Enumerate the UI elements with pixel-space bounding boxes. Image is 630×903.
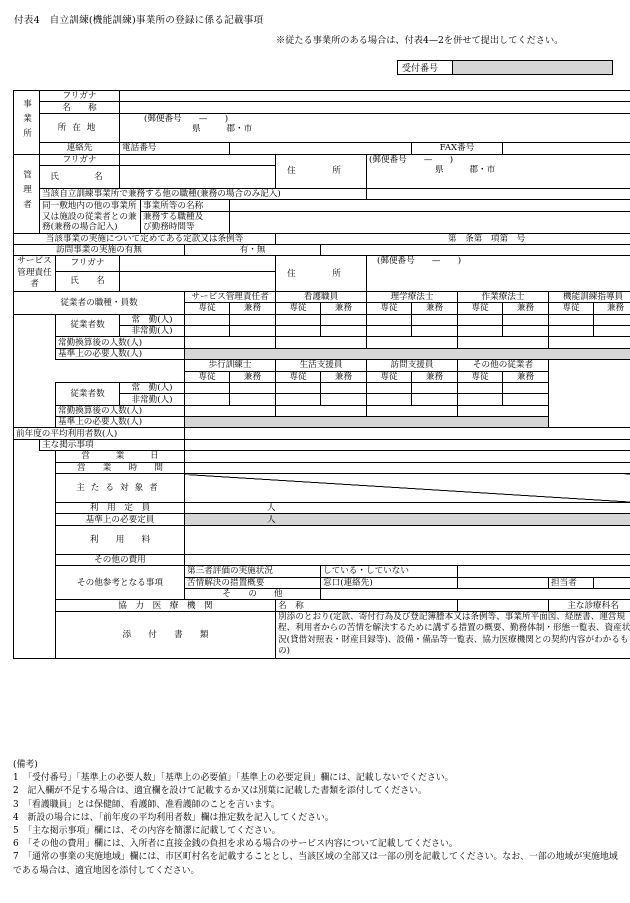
cell[interactable] xyxy=(185,314,230,325)
kenmu-header: 兼務 xyxy=(412,371,458,382)
kenmu-header: 兼務 xyxy=(321,303,367,314)
cell[interactable] xyxy=(276,314,321,325)
role2-header-0: 歩行訓練士 xyxy=(185,360,276,371)
others-label: そ の 他 xyxy=(185,589,321,600)
third-party-value[interactable]: している・していない xyxy=(321,566,458,577)
rules-label: 当該事業の実施について定めてある定款又は条例等 xyxy=(14,233,276,244)
rules-value[interactable]: 第 条第 項第 号 xyxy=(276,233,630,244)
converted-label: 常勤換算後の人数(人) xyxy=(56,337,185,348)
cell[interactable] xyxy=(230,382,276,393)
cell[interactable] xyxy=(321,325,367,336)
visit-label: 訪問事業の実施の有無 xyxy=(14,244,185,255)
avg-users-field[interactable] xyxy=(185,428,630,439)
office-phone-field[interactable] xyxy=(230,143,412,154)
role-header-3: 作業療法士 xyxy=(458,291,549,302)
window-label: 窓口(連絡先) xyxy=(321,577,458,588)
senju-header: 専従 xyxy=(458,303,503,314)
remark-item: 3 「看護職員」とは保健師、看護師、准看護師のことを言います。 xyxy=(13,799,280,810)
cell[interactable] xyxy=(367,382,412,393)
cell[interactable] xyxy=(458,394,503,405)
role-header-0: サービス管理責任者 xyxy=(185,291,276,302)
submission-note: ※従たる事業所のある場合は、付表4—2を併せて提出してください。 xyxy=(276,35,564,46)
cell[interactable] xyxy=(367,394,412,405)
manager-furigana-field[interactable] xyxy=(120,154,276,165)
remarks-heading: (備考) xyxy=(13,760,38,770)
complaint-label: 苦情解決の措置概要 xyxy=(185,577,321,588)
cell[interactable] xyxy=(185,394,230,405)
office-name-field[interactable] xyxy=(120,102,630,113)
cell[interactable] xyxy=(458,325,503,336)
office-postal[interactable]: (郵便番号 — ) xyxy=(120,113,630,124)
senju-header: 専従 xyxy=(458,371,503,382)
cell[interactable] xyxy=(412,325,458,336)
receipt-number-box xyxy=(397,60,613,75)
service-manager-name-field[interactable] xyxy=(120,271,276,291)
service-manager-furigana-field[interactable] xyxy=(120,256,276,271)
attachment-text: 別添のとおり(定款、寄付行為及び登記簿謄本又は条例等、事業所平面図、経歴書、運営規程、利用者からの苦情を解決するために講ずる措置の概要、勤務体制・形態一覧表、資産状況(貸借対照表・財産目録等)、設備・備品等一覧表、協力医療機関との契約内容がわかるもの) xyxy=(276,611,630,658)
office-contact-label: 連絡先 xyxy=(40,143,120,154)
notice-field[interactable] xyxy=(185,439,630,450)
office-address-label: 所在地 xyxy=(40,113,120,142)
form-title: 付表4 自立訓練(機能訓練)事業所の登録に係る記載事項 xyxy=(14,15,264,26)
cell[interactable] xyxy=(458,314,503,325)
office-name-label: 名 称 xyxy=(40,102,120,113)
cooperation-dept-label: 主な診療科名 xyxy=(549,600,630,611)
cooperation-name-label: 名 称 xyxy=(276,600,458,611)
remark-item: 2 記入欄が不足する場合は、適宜欄を設けて記載するか又は別葉に記載した書類を添付してください。 xyxy=(13,786,427,797)
senju-header: 専従 xyxy=(549,303,594,314)
parttime2-label: 非常勤(人) xyxy=(120,394,185,405)
cell[interactable] xyxy=(458,405,549,416)
cell[interactable] xyxy=(276,405,367,416)
staff2-blank xyxy=(14,360,185,383)
converted2-label: 常勤換算後の人数(人) xyxy=(56,405,185,416)
cell[interactable] xyxy=(276,382,321,393)
manager-name-label: 氏 名 xyxy=(40,165,120,188)
cooperation-name-field[interactable] xyxy=(458,600,549,611)
role2-header-3: その他の従業者 xyxy=(458,360,549,371)
cell[interactable] xyxy=(230,394,276,405)
role2-header-1: 生活支援員 xyxy=(276,360,367,371)
role-header-1: 看護職員 xyxy=(276,291,367,302)
senju-header: 専従 xyxy=(276,371,321,382)
cell[interactable] xyxy=(594,314,630,325)
cell[interactable] xyxy=(276,337,367,348)
service-manager-address-label: 住 所 xyxy=(276,256,367,292)
staff2-indent xyxy=(14,382,56,428)
cell[interactable] xyxy=(503,314,549,325)
required2-shaded xyxy=(185,417,549,428)
cell[interactable] xyxy=(503,325,549,336)
service-manager-name-label: 氏 名 xyxy=(56,271,120,291)
fee-field[interactable] xyxy=(185,525,630,554)
cell[interactable] xyxy=(412,394,458,405)
fulltime2-label: 常 勤(人) xyxy=(120,382,185,393)
cell[interactable] xyxy=(230,314,276,325)
cell[interactable] xyxy=(276,325,321,336)
manager-section-label: 管理者 xyxy=(14,154,40,233)
attachment-label: 添 付 書 類 xyxy=(56,611,276,658)
cell[interactable] xyxy=(367,325,412,336)
remark-item: 1 「受付番号」「基準上の必要人数」「基準上の必要値」「基準上の必要定員」欄には、記載しないでください。 xyxy=(13,773,454,784)
required-label: 基準上の必要人数(人) xyxy=(56,348,185,359)
remark-item: 6 「その他の費用」欄には、入所者に直接金銭の負担を求める場合のサービス内容について記載してください。 xyxy=(13,839,458,850)
staff2-right-blank xyxy=(549,360,630,428)
role-header-2: 理学療法士 xyxy=(367,291,458,302)
target-field[interactable] xyxy=(185,474,630,503)
senju-header: 専従 xyxy=(367,371,412,382)
office-fax-field[interactable] xyxy=(503,143,630,154)
cell[interactable] xyxy=(276,394,321,405)
cell[interactable] xyxy=(503,394,549,405)
business-hours-field[interactable] xyxy=(185,462,630,473)
third-party-blank xyxy=(458,566,630,577)
office-fax-label: FAX番号 xyxy=(412,143,503,154)
cell[interactable] xyxy=(458,382,503,393)
kenmu-header: 兼務 xyxy=(594,303,630,314)
office-section-label: 事業所 xyxy=(14,91,40,155)
staff2-count-label: 従業者数 xyxy=(56,382,120,405)
remark-item: 5 「主な掲示事項」欄には、その内容を簡潔に記載してください。 xyxy=(13,826,281,837)
cell[interactable] xyxy=(549,325,594,336)
fee-label: 利 用 料 xyxy=(56,525,185,554)
office-furigana-field[interactable] xyxy=(120,91,630,102)
cell[interactable] xyxy=(185,337,276,348)
senju-header: 専従 xyxy=(276,303,321,314)
office-phone-label: 電話番号 xyxy=(120,143,230,154)
role2-header-2: 訪問支援員 xyxy=(367,360,458,371)
window-field[interactable] xyxy=(458,577,549,588)
manager-name-field[interactable] xyxy=(120,165,276,188)
service-manager-furigana-label: フリガナ xyxy=(56,256,120,271)
manager-other-office-l1: 同一敷地内の他の事業所 xyxy=(40,200,141,211)
person-label: 担当者 xyxy=(549,577,594,588)
manager-office-name-label: 事業所等の名称 xyxy=(141,200,230,211)
manager-dual-post-label: 当該自立訓練事業所で兼務する他の職種(兼務の場合のみ記入) xyxy=(40,188,367,199)
senju-header: 専従 xyxy=(367,303,412,314)
notice-indent2 xyxy=(40,451,56,659)
third-party-label: 第三者評価の実施状況 xyxy=(185,566,321,577)
person-field[interactable] xyxy=(594,577,630,588)
receipt-label: 受付番号 xyxy=(398,61,453,75)
cooperation-label: 協 力 医 療 機 関 xyxy=(56,600,276,611)
manager-postal[interactable]: (郵便番号 — ) xyxy=(367,154,630,165)
required2-label: 基準上の必要人数(人) xyxy=(56,417,185,428)
remarks xyxy=(13,759,619,878)
parttime-label: 非常勤(人) xyxy=(120,325,185,336)
notice-label: 主な掲示事項 xyxy=(40,439,185,450)
registration-form xyxy=(13,90,630,659)
target-label: 主たる対象者 xyxy=(56,474,185,503)
cell[interactable] xyxy=(549,337,630,348)
business-days-field[interactable] xyxy=(185,451,630,462)
manager-dual-role-field[interactable] xyxy=(230,211,630,233)
visit-blank xyxy=(321,244,630,255)
cell[interactable] xyxy=(367,314,412,325)
cell[interactable] xyxy=(367,337,458,348)
manager-dual-post-field[interactable] xyxy=(367,188,630,199)
cell[interactable] xyxy=(412,314,458,325)
business-hours-label: 営 業 時 間 xyxy=(56,462,185,473)
kenmu-header: 兼務 xyxy=(503,303,549,314)
cell[interactable] xyxy=(230,325,276,336)
cell[interactable] xyxy=(185,382,230,393)
manager-office-name-field[interactable] xyxy=(230,200,630,211)
cell[interactable] xyxy=(594,325,630,336)
manager-other-office-l2: 又は施設の従業者との兼 xyxy=(40,211,141,222)
office-furigana-label: フリガナ xyxy=(40,91,120,102)
manager-other-office-l3: 務(兼務の場合記入) xyxy=(40,222,141,233)
kenmu-header: 兼務 xyxy=(321,371,367,382)
others-field[interactable] xyxy=(321,589,630,600)
staff-indent xyxy=(14,314,56,360)
notice-indent xyxy=(14,439,40,658)
remark-item: 4 新設の場合には、「前年度の平均利用者数」欄は推定数を記入してください。 xyxy=(13,812,334,823)
other-cost-label: その他の費用 xyxy=(56,554,185,565)
manager-pref-city[interactable]: 県 郡・市 xyxy=(367,165,630,188)
manager-address-label: 住 所 xyxy=(276,154,367,188)
other-cost-field[interactable] xyxy=(185,554,630,565)
role-header-4: 機能訓練指導員 xyxy=(549,291,630,302)
required-shaded xyxy=(185,348,630,359)
kenmu-header: 兼務 xyxy=(230,371,276,382)
manager-dual-role-l1: 兼務する職種及 xyxy=(141,211,230,222)
manager-furigana-label: フリガナ xyxy=(40,154,120,165)
office-pref-city[interactable]: 県 郡・市 xyxy=(120,124,630,143)
staff-count-label: 従業者数 xyxy=(56,314,120,337)
staff-label: 従業者の職種・員数 xyxy=(14,291,185,314)
kenmu-header: 兼務 xyxy=(412,303,458,314)
service-manager-address-field[interactable]: (郵便番号 — ) xyxy=(367,256,630,292)
kenmu-header: 兼務 xyxy=(503,371,549,382)
remark-item: 7 「通常の事業の実施地域」欄には、市区町村名を記載することとし、当該区域の全部又は一部の別を記載してください。なお、一部の地域が実施地域である場合は、適宜地図を添付してください。 xyxy=(13,852,618,876)
cell[interactable] xyxy=(321,382,367,393)
manager-dual-role-l2: び勤務時間等 xyxy=(141,222,230,233)
receipt-number-field[interactable] xyxy=(453,61,613,75)
cell[interactable] xyxy=(185,325,230,336)
cell[interactable] xyxy=(321,314,367,325)
cell[interactable] xyxy=(458,337,549,348)
cell[interactable] xyxy=(503,382,549,393)
capacity-label: 利 用 定 員 xyxy=(56,503,185,514)
service-manager-label: サービス 管理責任者 xyxy=(14,256,56,292)
cell[interactable] xyxy=(412,382,458,393)
cell[interactable] xyxy=(185,405,276,416)
fulltime-label: 常 勤(人) xyxy=(120,314,185,325)
senju-header: 専従 xyxy=(185,303,230,314)
required-capacity-label: 基準上の必要定員 xyxy=(56,514,185,525)
cell[interactable] xyxy=(367,405,458,416)
visit-value[interactable]: 有・無 xyxy=(185,244,321,255)
senju-header: 専従 xyxy=(185,371,230,382)
required-capacity-field: 人 xyxy=(185,514,630,525)
business-days-label: 営 業 日 xyxy=(56,451,185,462)
cell[interactable] xyxy=(321,394,367,405)
avg-users-label: 前年度の平均利用者数(人) xyxy=(14,428,185,439)
capacity-field[interactable]: 人 xyxy=(185,503,630,514)
kenmu-header: 兼務 xyxy=(230,303,276,314)
other-ref-label: その他参考となる事項 xyxy=(56,566,185,600)
cell[interactable] xyxy=(549,314,594,325)
